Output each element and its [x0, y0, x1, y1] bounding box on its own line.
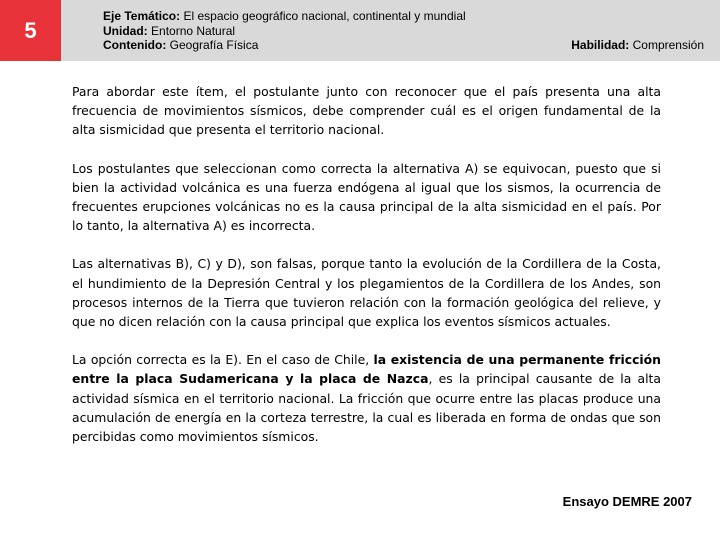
content-row	[103, 38, 466, 53]
unit-label: Unidad:	[103, 23, 148, 38]
item-metadata	[103, 9, 466, 53]
correct-option-explanation: , es la principal causante de la alta actividad sísmica en el territorio nacional. La fricción que ocurre entre las placas produce una acumulación de energía en la corteza terrestre, la cual es liberada en forma de ondas que son percibidas como movimientos sísmicos.	[72, 371, 661, 445]
skill-value: Comprensión	[632, 38, 704, 52]
source-footer: Ensayo DEMRE 2007	[562, 494, 692, 509]
correct-option-intro: La opción correcta es la E). En el caso de Chile,	[72, 352, 374, 368]
header-bar	[0, 0, 720, 61]
explanation-body	[72, 82, 661, 465]
paragraph-intro: Para abordar este ítem, el postulante junto con reconocer que el país presenta una alta frecuencia de movimientos sísmicos, debe comprender cuál es el origen fundamental de la alta sismicidad que presenta el territorio nacional.	[72, 84, 661, 138]
theme-label: Eje Temático:	[103, 9, 181, 23]
question-number: 5	[24, 17, 37, 43]
unit-row	[103, 24, 466, 39]
theme-value: El espacio geográfico nacional, continental y mundial	[183, 9, 466, 23]
paragraph-option-a: Los postulantes que seleccionan como correcta la alternativa A) se equivocan, puesto que si bien la actividad volcánica es una fuerza endógena al igual que los sismos, la ocurrencia de frecuentes erupciones volcánicas no es la causa principal de la alta sismicidad en el país. Por lo tanto, la alternativa A) es incorrecta.	[72, 160, 661, 234]
paragraph-correct-option	[72, 350, 661, 446]
paragraph-options-bcd: Las alternativas B), C) y D), son falsas, porque tanto la evolución de la Cordillera de la Costa, el hundimiento de la Depresión Central y los plegamientos de la Cordillera de los Andes, son procesos internos de la Tierra que tuvieron relación con la formación geológica del relieve, y que no dicen relación con la causa principal que explica los eventos sísmicos actuales.	[72, 256, 661, 330]
correct-option-highlight: la existencia de una permanente fricción entre la placa Sudamericana y la placa de Nazca	[72, 352, 661, 387]
content-value: Geografía Física	[169, 38, 259, 52]
skill-row	[571, 38, 704, 52]
unit-value: Entorno Natural	[151, 23, 236, 38]
content-label: Contenido:	[103, 38, 167, 52]
skill-label: Habilidad:	[571, 38, 630, 52]
theme-row	[103, 9, 466, 24]
question-number-box	[0, 0, 61, 61]
